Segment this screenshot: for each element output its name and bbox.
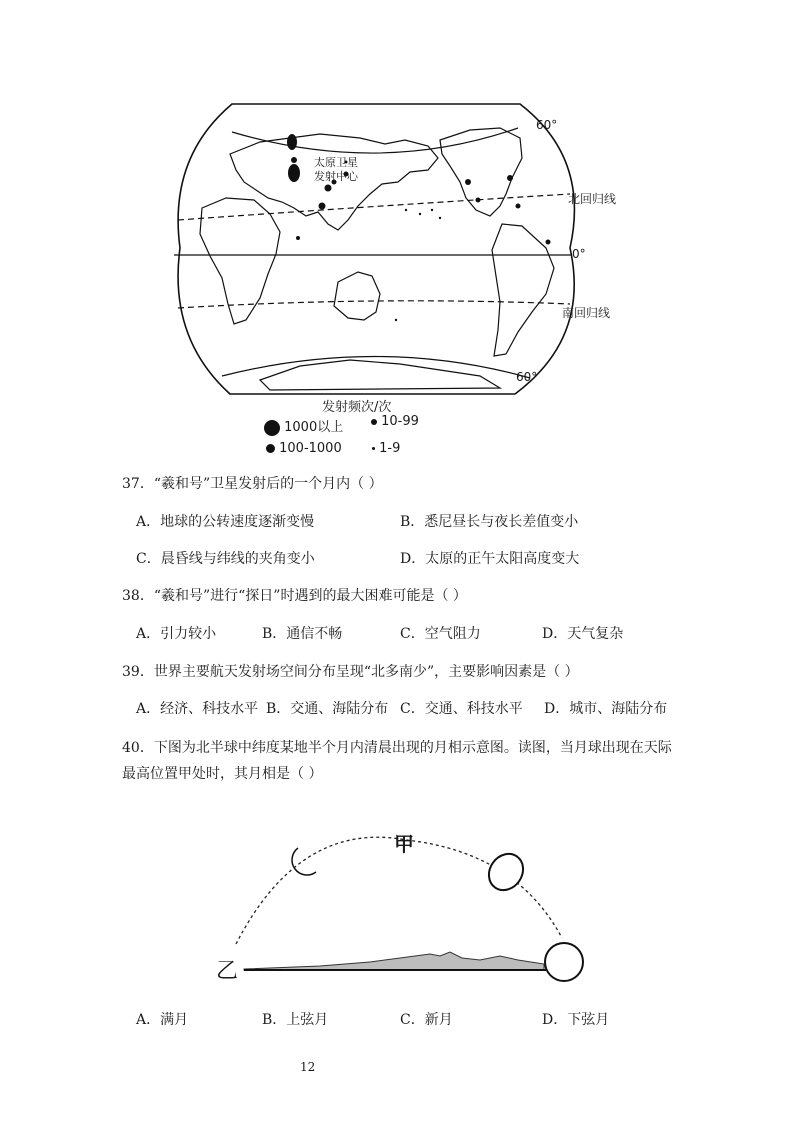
- legend-dot-medium: [266, 444, 275, 453]
- legend-item: [372, 441, 400, 456]
- q39-option-d[interactable]: D．城市、海陆分布: [544, 701, 668, 717]
- legend-dot-largest: [264, 420, 280, 436]
- continent-australia: [334, 272, 380, 320]
- launch-site-dot: [476, 198, 481, 203]
- q40-option-a[interactable]: A．满月: [136, 1012, 189, 1028]
- label-yi: 乙: [216, 959, 239, 984]
- label-taiyuan: 太原卫星发射中心: [314, 156, 358, 183]
- q38-option-b[interactable]: B．通信不畅: [262, 626, 343, 642]
- label-60n: 60°: [536, 118, 558, 132]
- q39-option-a[interactable]: A．经济、科技水平: [136, 701, 259, 717]
- q38-option-a[interactable]: A．引力较小: [136, 626, 217, 642]
- continent-antarctica: [260, 360, 500, 390]
- legend-item: [371, 414, 419, 429]
- continent-north-america: [440, 128, 522, 216]
- launch-site-dot: [287, 134, 297, 150]
- horizon-mountains: [244, 952, 544, 970]
- q39-option-b[interactable]: B．交通、海陆分布: [266, 701, 389, 717]
- launch-site-dot: [419, 213, 421, 215]
- legend-label: 100-1000: [279, 441, 342, 456]
- launch-site-dot: [395, 319, 397, 321]
- launch-site-dot: [465, 179, 471, 185]
- question-37-stem: 37．“羲和号”卫星发射后的一个月内（ ）: [122, 476, 383, 492]
- label-equator: 0°: [572, 247, 586, 261]
- launch-site-dot: [546, 240, 551, 245]
- q39-option-c[interactable]: C．交通、科技水平: [400, 701, 523, 717]
- launch-site-dot: [291, 157, 297, 163]
- label-tropic-south: 南回归线: [562, 306, 611, 320]
- q37-option-d[interactable]: D．太原的正午太阳高度变大: [400, 551, 580, 567]
- question-40-stem-line2: 最高位置甲处时，其月相是（ ）: [122, 766, 323, 782]
- q37-option-b[interactable]: B．悉尼昼长与夜长差值变小: [400, 514, 579, 530]
- legend-label: 10-99: [381, 414, 419, 429]
- launch-site-dot: [288, 164, 300, 182]
- legend-item: [264, 416, 343, 436]
- full-moon: [545, 943, 583, 981]
- legend-label: 1000以上: [284, 420, 344, 435]
- q40-option-b[interactable]: B．上弦月: [262, 1012, 329, 1028]
- q38-option-c[interactable]: C．空气阻力: [400, 626, 481, 642]
- q37-option-c[interactable]: C．晨昏线与纬线的夹角变小: [136, 551, 315, 567]
- q40-option-d[interactable]: D．下弦月: [542, 1012, 610, 1028]
- tropic-s-line: [178, 301, 570, 308]
- question-39-stem: 39．世界主要航天发射场空间分布呈现“北多南少”，主要影响因素是（ ）: [122, 664, 579, 680]
- launch-site-dot: [325, 185, 332, 192]
- legend-title: 发射频次/次: [322, 400, 392, 415]
- launch-site-dot: [431, 209, 433, 211]
- launch-site-dot: [319, 203, 326, 210]
- legend-dot-smallest: [372, 447, 375, 450]
- launch-site-dot: [439, 217, 441, 219]
- question-38-stem: 38．“羲和号”进行“探日”时遇到的最大困难可能是（ ）: [122, 588, 467, 604]
- launch-site-dot: [296, 236, 300, 240]
- label-60s: 60°: [516, 370, 538, 384]
- continent-south-america: [492, 224, 554, 356]
- lat-60s-line: [222, 356, 530, 378]
- launch-site-dot: [405, 209, 407, 211]
- tropic-n-line: [178, 194, 570, 220]
- q40-option-c[interactable]: C．新月: [400, 1012, 453, 1028]
- gibbous-moon: [482, 847, 530, 896]
- label-tropic-north: 北回归线: [568, 192, 617, 206]
- map-outline: [178, 104, 574, 394]
- legend-label: 1-9: [379, 441, 401, 456]
- legend-dot-small: [371, 419, 377, 425]
- launch-site-dot: [507, 175, 513, 181]
- crescent-moon: [292, 848, 316, 875]
- q38-option-d[interactable]: D．天气复杂: [542, 626, 624, 642]
- legend-item: [266, 441, 342, 456]
- label-jia: 甲: [394, 832, 414, 856]
- q37-option-a[interactable]: A．地球的公转速度逐渐变慢: [136, 514, 315, 530]
- world-map-figure: [170, 98, 630, 400]
- page-number: 12: [300, 1060, 316, 1074]
- question-40-stem-line1: 40．下图为北半球中纬度某地半个月内清晨出现的月相示意图。读图，当月球出现在天际: [122, 740, 672, 756]
- launch-site-dot: [516, 204, 521, 209]
